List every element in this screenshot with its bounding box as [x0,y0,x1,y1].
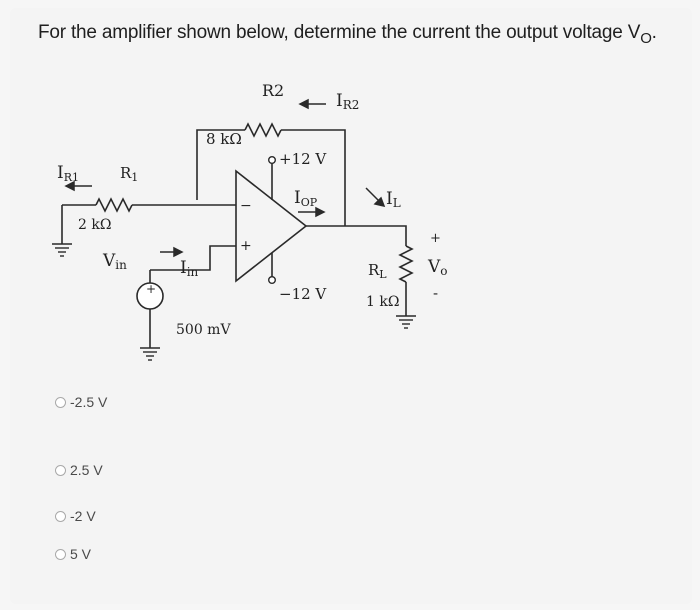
answer-option-4[interactable] [55,546,91,562]
negative-supply-terminal [269,277,276,284]
resistor-rl [400,246,412,282]
positive-supply-label: +12 V [279,150,327,168]
question-subscript: O [640,30,652,47]
r2-name: R2 [262,81,285,100]
radio-button-icon[interactable] [55,397,66,408]
vin-label: Vin [103,251,127,272]
arrow-right-icon [160,248,182,256]
rl-value: 1 kΩ [366,294,400,310]
output-wire [306,226,406,246]
answer-option-label: -2 V [70,508,96,524]
il-label: IL [386,189,401,210]
answer-option-label: -2.5 V [70,394,108,410]
arrow-right-icon [298,208,324,216]
negative-supply-label: −12 V [279,285,327,303]
vo-label: Vo [428,257,448,278]
radio-button-icon[interactable] [55,549,66,560]
r1-value: 2 kΩ [78,217,112,233]
r2-value: 8 kΩ [206,130,242,148]
answer-option-1[interactable] [55,394,107,410]
op-amp-noninverting-sign: + [240,238,252,254]
ground-icon [140,348,160,360]
radio-button-icon[interactable] [55,465,66,476]
answer-option-2[interactable] [55,462,103,478]
ground-icon [396,316,416,328]
answer-option-label: 5 V [70,546,92,562]
question-main: For the amplifier shown below, determine the current the output voltage V [38,22,641,43]
source-value: 500 mV [176,322,231,338]
arrow-diagonal-icon [366,188,384,206]
radio-button-icon[interactable] [55,511,66,522]
vo-plus-sign: + [430,231,441,246]
ir2-label: IR2 [336,91,360,112]
source-plus-sign: + [146,282,157,296]
resistor-r2 [245,124,281,136]
r1-name: $R_1$ [120,164,139,184]
answer-option-label: 2.5 V [70,462,103,478]
ground-icon [52,244,72,256]
arrow-left-icon [300,100,326,108]
resistor-r1 [96,199,132,211]
positive-supply-terminal [269,157,276,164]
ir1-label: IR1 [57,163,79,184]
iin-label: Iin [180,258,199,279]
rl-name: $R_L$ [368,261,387,281]
answer-option-3[interactable] [55,508,96,524]
vo-minus-sign: - [433,284,439,302]
question-end: . [651,22,657,43]
iop-label: IOP [294,188,318,209]
op-amp-inverting-sign: − [240,198,252,214]
